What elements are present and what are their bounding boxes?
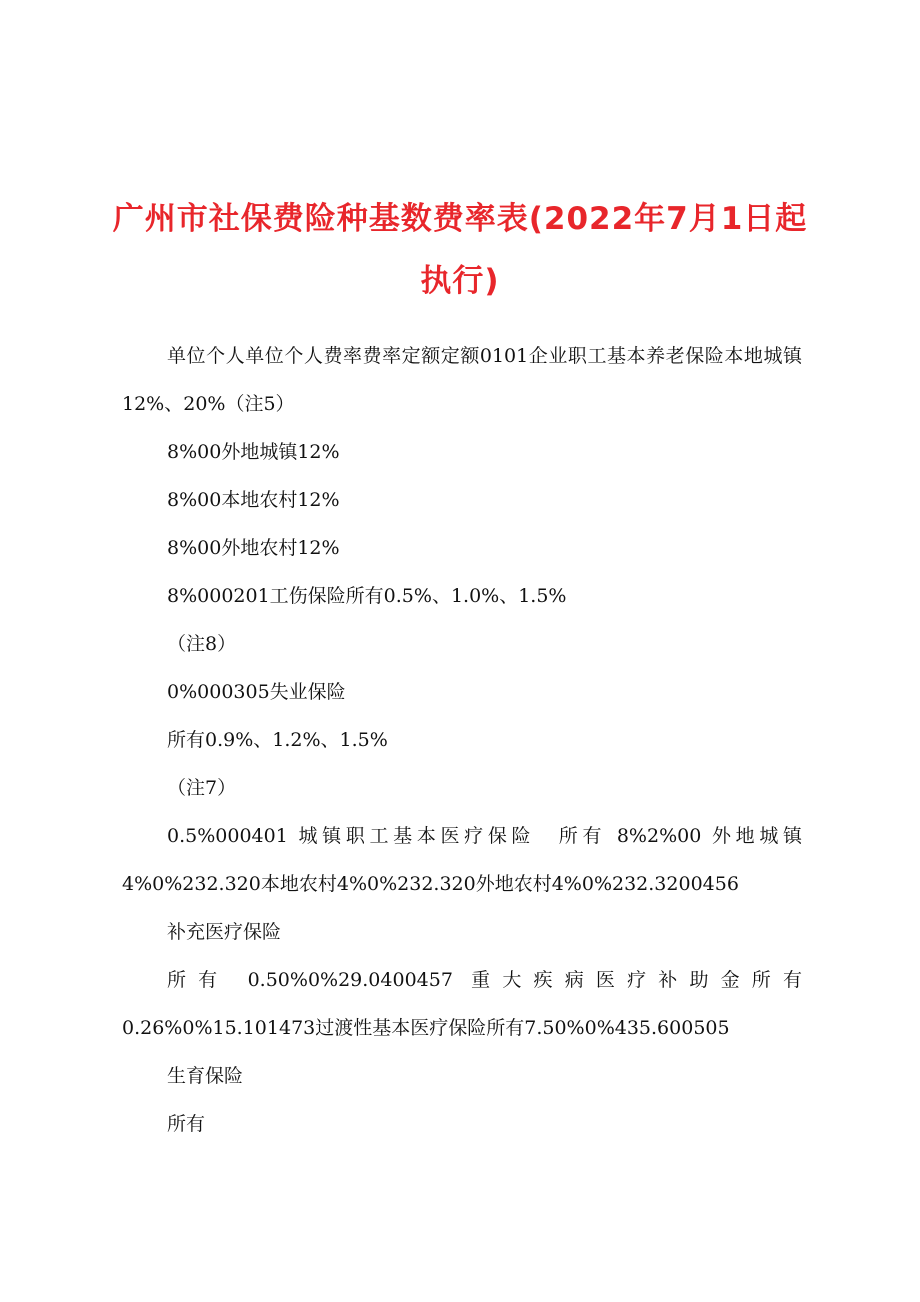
paragraph-local-rural: 8%00本地农村12% bbox=[167, 489, 340, 511]
paragraph-outside-rural: 8%00外地农村12% bbox=[167, 537, 340, 559]
paragraph-unemployment-rates: 所有0.9%、1.2%、1.5% bbox=[167, 729, 388, 751]
paragraph-pension-insurance: 单位个人单位个人费率费率定额定额0101企业职工基本养老保险本地城镇12%、20%（注5） bbox=[122, 345, 802, 415]
paragraph-note-8: （注8） bbox=[167, 633, 237, 655]
paragraph-work-injury-insurance: 8%000201工伤保险所有0.5%、1.0%、1.5% bbox=[167, 585, 567, 607]
paragraph-supplementary-medical: 补充医疗保险 bbox=[167, 921, 282, 943]
document-title: 广州市社保费险种基数费率表(2022年7月1日起执行) bbox=[112, 201, 808, 299]
paragraph-unemployment-insurance: 0%000305失业保险 bbox=[167, 681, 346, 703]
document-body bbox=[122, 332, 802, 1148]
paragraph-serious-illness: 所有 0.50%0%29.0400457 重大疾病医疗补助金所有0.26%0%15.101473过渡性基本医疗保险所有7.50%0%435.600505 bbox=[122, 969, 802, 1039]
paragraph-all: 所有 bbox=[167, 1113, 206, 1135]
paragraph-medical-insurance: 0.5%000401 城镇职工基本医疗保险 所有 8%2%00 外地城镇4%0%232.320本地农村4%0%232.320外地农村4%0%232.3200456 bbox=[122, 825, 802, 895]
paragraph-note-7: （注7） bbox=[167, 777, 237, 799]
paragraph-outside-urban: 8%00外地城镇12% bbox=[167, 441, 340, 463]
paragraph-maternity-insurance: 生育保险 bbox=[167, 1065, 244, 1087]
